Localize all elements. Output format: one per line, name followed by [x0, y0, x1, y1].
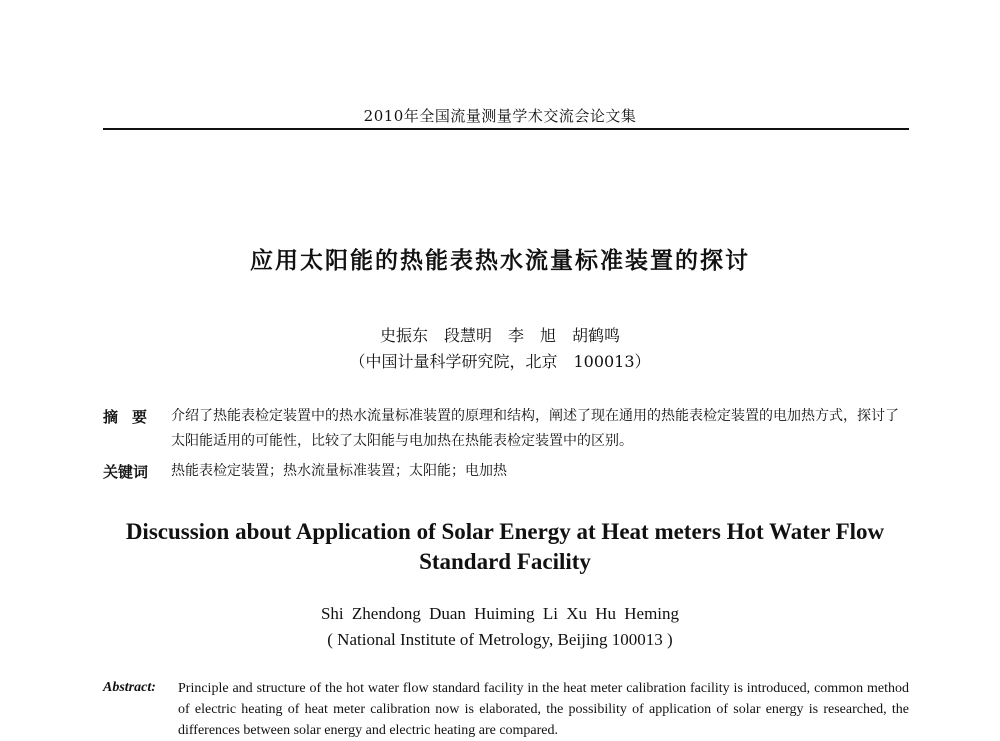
running-header: 2010年全国流量测量学术交流会论文集 — [363, 107, 637, 125]
chinese-keywords-text: 热能表检定装置；热水流量标准装置；太阳能；电加热 — [171, 463, 507, 479]
chinese-keywords-label: 关键词 — [103, 463, 149, 481]
chinese-authors: 史振东 段慧明 李 旭 胡鹤鸣 — [379, 326, 620, 345]
english-affiliation: ( National Institute of Metrology, Beijing 100013 ) — [327, 630, 673, 649]
chinese-abstract-text: 介绍了热能表检定装置中的热水流量标准装置的原理和结构，阐述了现在通用的热能表检定装置的电加热方式，探讨了太阳能适用的可能性，比较了太阳能与电加热在热能表检定装置中的区别。 — [171, 408, 899, 449]
header-rule — [103, 128, 909, 130]
english-title: Discussion about Application of Solar Energy at Heat meters Hot Water Flow Standard Facility — [125, 519, 885, 574]
chinese-abstract-label: 摘要 — [103, 408, 162, 426]
chinese-affiliation: （中国计量科学研究院，北京 100013） — [349, 352, 651, 371]
english-abstract-text: Principle and structure of the hot water flow standard facility in the heat meter calibration facility is introduced, common method of electric heating of heat meter calibration now is elaborated, the possibility of application of solar energy is researched, the differences between solar energy and electric heating are compared. — [178, 681, 909, 738]
english-abstract-label: Abstract: — [103, 680, 156, 695]
chinese-title: 应用太阳能的热能表热水流量标准装置的探讨 — [250, 247, 750, 274]
english-authors: Shi Zhendong Duan Huiming Li Xu Hu Heming — [320, 604, 680, 623]
